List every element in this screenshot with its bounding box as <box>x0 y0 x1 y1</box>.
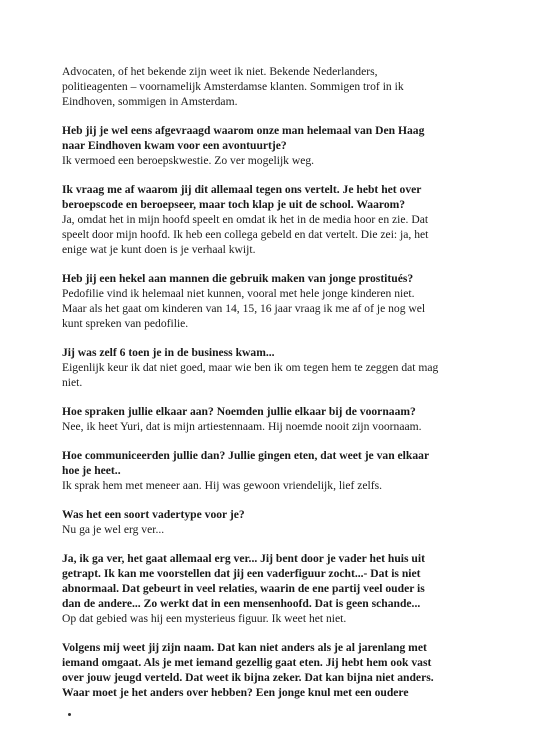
answer-text: Ja, omdat het in mijn hoofd speelt en omdat ik het in de media hoor en zie. Dat speelt door mijn hoofd. Ik heb een collega gebeld en dat vertelt. Die zei: ja, het enige wat je kunt doen is je verhaal kwijt. <box>62 213 429 256</box>
answer-text: Op dat gebied was hij een mysterieus figuur. Ik weet het niet. <box>62 612 347 625</box>
qa-block <box>62 448 472 493</box>
qa-block <box>62 640 472 700</box>
qa-block <box>62 404 472 434</box>
question-text: Heb jij je wel eens afgevraagd waarom onze man helemaal van Den Haag naar Eindhoven kwam voor een avontuurtje? <box>62 124 425 152</box>
question-text: Was het een soort vadertype voor je? <box>62 508 245 521</box>
qa-block <box>62 64 472 109</box>
answer-text: Ik sprak hem met meneer aan. Hij was gewoon vriendelijk, lief zelfs. <box>62 479 383 492</box>
qa-block <box>62 123 472 168</box>
document-page <box>62 64 472 714</box>
answer-text: Eigenlijk keur ik dat niet goed, maar wie ben ik om tegen hem te zeggen dat mag niet. <box>62 361 439 389</box>
qa-block <box>62 271 472 331</box>
question-text: Jij was zelf 6 toen je in de business kwam... <box>62 346 275 359</box>
answer-text: Nu ga je wel erg ver... <box>62 523 165 536</box>
question-text: Volgens mij weet jij zijn naam. Dat kan niet anders als je al jarenlang met iemand omgaat. Als je met iemand gezellig gaat eten. Jij hebt hem ook vast over jouw jeugd verteld. Dat weet ik bijna zeker. Dat kan bijna niet anders. Waar moet je het anders over hebben? Een jonge knul met een oudere <box>62 641 434 699</box>
answer-text: Advocaten, of het bekende zijn weet ik niet. Bekende Nederlanders, politieagenten – voornamelijk Amsterdamse klanten. Sommigen trof in ik Eindhoven, sommigen in Amsterdam. <box>62 65 404 108</box>
qa-block <box>62 345 472 390</box>
answer-text: Pedofilie vind ik helemaal niet kunnen, vooral met hele jonge kinderen niet. Maar als het gaat om kinderen van 14, 15, 16 jaar vraag ik me af of je nog wel kunt spreken van pedofilie. <box>62 287 426 330</box>
question-text: Hoe spraken jullie elkaar aan? Noemden jullie elkaar bij de voornaam? <box>62 405 416 418</box>
qa-block <box>62 507 472 537</box>
scan-speck-mark <box>68 713 71 716</box>
question-text: Hoe communiceerden jullie dan? Jullie gingen eten, dat weet je van elkaar hoe je heet.. <box>62 449 430 477</box>
question-text: Heb jij een hekel aan mannen die gebruik maken van jonge prostitués? <box>62 272 414 285</box>
answer-text: Nee, ik heet Yuri, dat is mijn artiestennaam. Hij noemde nooit zijn voornaam. <box>62 420 422 433</box>
question-text: Ik vraag me af waarom jij dit allemaal tegen ons vertelt. Je hebt het over beroepscode en beroepseer, maar toch klap je uit de school. Waarom? <box>62 183 422 211</box>
answer-text: Ik vermoed een beroepskwestie. Zo ver mogelijk weg. <box>62 154 315 167</box>
qa-block <box>62 182 472 257</box>
qa-block <box>62 551 472 626</box>
question-text: Ja, ik ga ver, het gaat allemaal erg ver... Jij bent door je vader het huis uit getrapt. Ik kan me voorstellen dat jij een vaderfiguur zocht...- Dat is niet abnormaal. Dat gebeurt in veel relaties, waarin de ene partij veel ouder is dan de andere... Zo werkt dat in een mensenhoofd. Dat is geen schande... <box>62 552 425 610</box>
